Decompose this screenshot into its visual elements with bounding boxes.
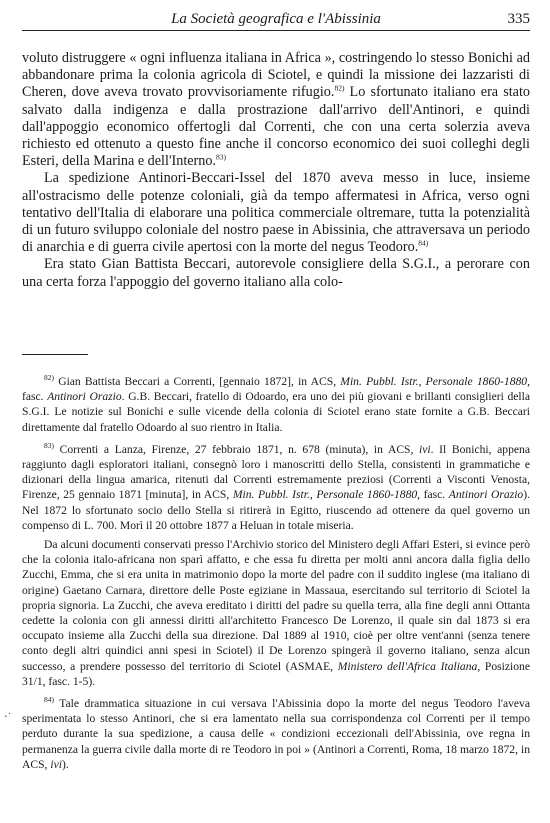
footnote-82: $^{82)}$ Gian Battista Beccari a Correnti, [gennaio 1872], in ACS, Min. Pubbl. Istr., Personale 1860-1880, fasc. Antinori Orazio. G.B. Beccari, fratello di Odoardo, era uno dei più giovani e brillanti consiglieri della S.G.I. Le notizie sul Bonichi e sulle vicende della colonia di Sciotel erano state fornite a G.B. Beccari direttamente dal fratello Odoardo al suo rientro in Italia.	[22, 373, 530, 434]
footnote-84: $^{84)}$ Tale drammatica situazione in cui versava l'Abissinia dopo la morte del negus Teodoro l'aveva sperimentata lo stesso Antinori, che si era lamentato nella sua corrispondenza col Correnti per il tempo perduto durante la sua spedizione, a causa delle « condizioni eccezionali dell'Abissinia, ove regna in permanenza la guerra civile dalla morte di re Teodoro in poi » (Antinori a Correnti, Roma, 18 marzo 1872, in ACS, ivi).	[22, 695, 530, 771]
footnote-number: 82)	[44, 373, 54, 383]
footnote-ref-84[interactable]: 84)	[418, 238, 429, 248]
footnote-83-continued: Da alcuni documenti conservati presso l'Archivio storico del Ministero degli Affari Esteri, si evince però che la colonia italo-africana non sparì affatto, e che essa fu diretta per molti anni ancora dalla figlia dello Zucchi, Emma, che si era unita in matrimonio dopo la morte del padre con il suddito inglese (ma italiano di origine) Gaetano Carnara, direttore delle Poste egiziane in Massaua, esercitando sul territorio di Sciotel la propria signoria. La Zucchi, che aveva ereditato i diritti del padre su quella terra, alla fine degli anni Ottanta cedette la colonia con gli annessi diritti all'architetto Francesco De Lorenzo, il quale sin dal 1873 si era occupato insieme alla Zucchi della sua direzione. Dal 1889 al 1910, cioè per oltre vent'anni (senza tenere conto degli altri quindici anni spesi in Sciotel) il De Lorenzo spingerà il governo italiano, senza alcun successo, a prendere possesso del territorio di Sciotel (ASMAE, Ministero dell'Africa Italiana, Posizione 31/1, fasc. 1-5).	[22, 538, 530, 688]
footnote-ref-82[interactable]: 82)	[334, 83, 345, 93]
paragraph-2: La spedizione Antinori-Beccari-Issel del 1870 aveva messo in luce, insieme all'ostracismo delle potenze coloniali, già da tempo affermatesi in Africa, verso ogni tentativo dell'Italia di elaborare una politica commerciale oltremare, tutta la potenzialità di un futuro sviluppo coloniale del nostro paese in Abissinia, che attraversava un periodo di anarchia e di guerra civile apertosi con la morte del negus Teodoro.$^{84)}$	[22, 170, 530, 256]
main-text	[22, 50, 530, 291]
running-title: La Società geografica e l'Abissinia	[171, 11, 381, 27]
paragraph-3: Era stato Gian Battista Beccari, autorevole consigliere della S.G.I., a perorare con una certa forza l'appoggio del governo italiano alla colo-	[22, 256, 530, 290]
paragraph-1: voluto distruggere « ogni influenza italiana in Africa », costringendo lo stesso Bonichi ad abbandonare prima la colonia agricola di Sciotel, e quindi la missione dei lazzaristi di Cheren, dove aveva trovato provvisoriamente rifugio.$^{82)}$ Lo sfortunato italiano era stato salvato dalla indigenza e dalla prostrazione dall'arrivo dell'Antinori, e quindi dall'appoggio economico offertogli dal Correnti, che con una certa solerzia aveva richiesto ed ottenuto a questo fine anche il concorso economico dei suoi colleghi degli Esteri, della Marina e dell'Interno.$^{83)}$	[22, 50, 531, 170]
footnote-divider	[22, 354, 88, 355]
footnote-number: 84)	[44, 695, 54, 705]
footnote-83: $^{83)}$ Correnti a Lanza, Firenze, 27 febbraio 1871, n. 678 (minuta), in ACS, ivi. Il Bonichi, appena raggiunto dagli esploratori italiani, consegnò loro i manoscritti dello Stella, consistenti in grammatiche e dizionari della lingua amarica, ritenuti dal Correnti estremamente preziosi (Correnti a Visconti Venosta, Firenze, 25 gennaio 1871 [minuta], in ACS, Min. Pubbl. Istr., Personale 1860-1880, fasc. Antinori Orazio). Nel 1872 lo sfortunato socio dello Stella si ritirerà in Egitto, riuscendo ad ottenere da quel governo un compenso di L. 700. Morì il 20 ottobre 1877 a Heluan in totale miseria.	[22, 440, 530, 532]
footnote-ref-83[interactable]: 83)	[216, 152, 227, 162]
running-header	[22, 10, 530, 31]
footnote-number: 83)	[44, 440, 54, 450]
page-number: 335	[507, 11, 530, 27]
footnotes	[22, 374, 530, 779]
margin-mark: ⋅˙	[4, 711, 12, 723]
